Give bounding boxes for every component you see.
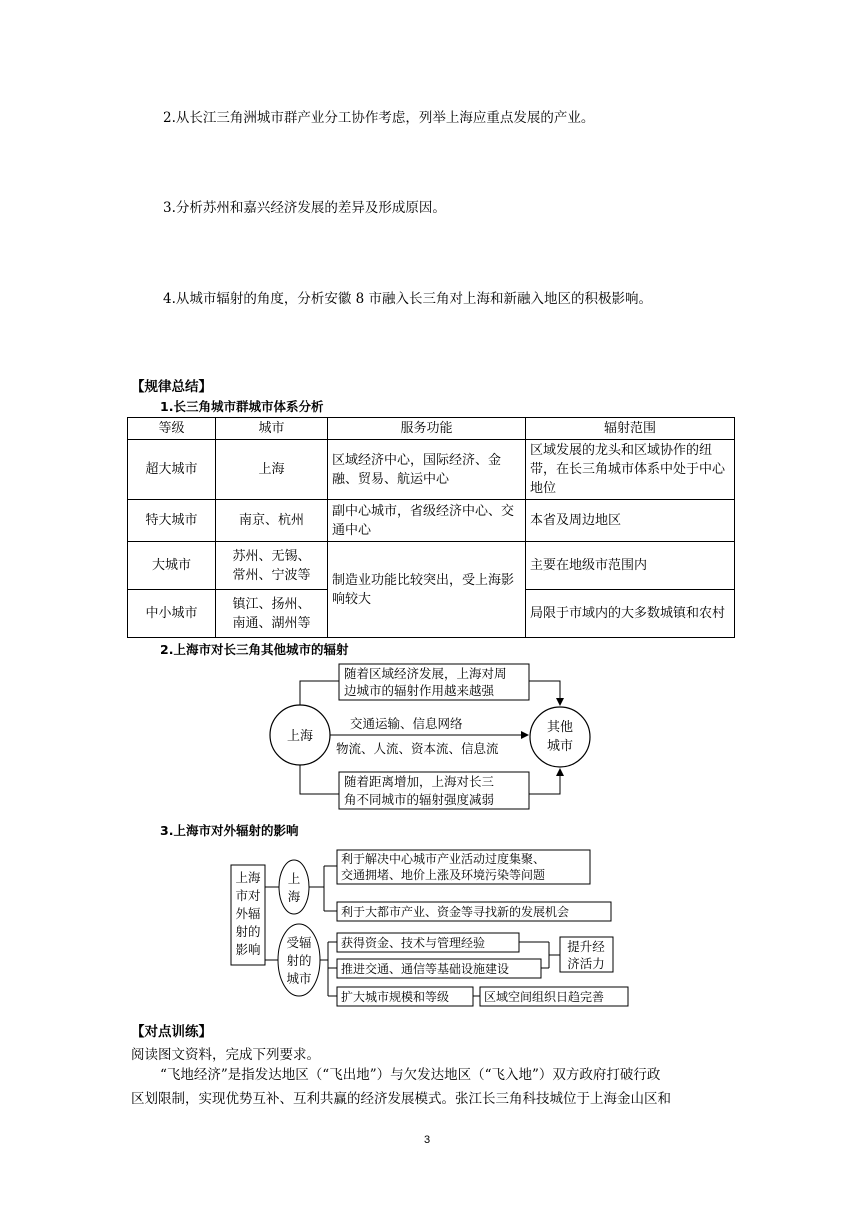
impact-main-text-3: 外辐 [235,906,261,921]
other-cities-node [530,707,590,767]
cell-level: 特大城市 [128,500,216,542]
summary-heading: 【规律总结】 [131,379,212,395]
summary-sub3: 3.上海市对外辐射的影响 [160,823,299,838]
cell-range: 主要在地级市范围内 [526,542,735,590]
bottom-route-line [300,765,339,794]
cell-cities: 南京、杭州 [216,500,328,542]
impact-shanghai-text-1: 上 [287,871,301,886]
top-info-line-1: 随着区域经济发展，上海对周 [344,666,507,681]
impact-shanghai-ellipse [279,860,309,914]
middle-label-1: 交通运输、信息网络 [350,716,463,731]
impact-spatial-text: 区域空间组织日趋完善 [484,990,605,1004]
impact-main-text-4: 射的 [235,924,261,939]
top-route-line [300,681,339,705]
training-intro: 阅读图文资料，完成下列要求。 [131,1047,320,1063]
summary-sub2: 2.上海市对长三角其他城市的辐射 [160,642,349,657]
question-3: 3.分析苏州和嘉兴经济发展的差异及形成原因。 [163,200,446,216]
cell-cities: 苏州、无锡、常州、宁波等 [216,542,328,590]
middle-label-2: 物流、人流、资本流、信息流 [336,741,499,756]
top-route-arrow [529,681,560,705]
training-para-line-2: 区划限制，实现优势互补、互利共赢的经济发展模式。张江长三角科技城位于上海金山区和 [131,1091,671,1107]
cell-range: 本省及周边地区 [526,500,735,542]
bottom-info-line-2: 角不同城市的辐射强度减弱 [344,792,495,807]
header-cities: 城市 [216,418,328,440]
impact-sh-box-1-line-1: 利于解决中心城市产业活动过度集聚、 [341,852,546,866]
page-number: 3 [424,1134,431,1146]
impact-main-text-2: 市对 [235,888,261,903]
cell-range: 局限于市域内的大多数城镇和农村 [526,590,735,638]
bottom-route-arrow [529,769,560,794]
other-cities-label-1: 其他 [546,720,574,735]
cell-level: 大城市 [128,542,216,590]
header-range: 辐射范围 [526,418,735,440]
cell-range: 区域发展的龙头和区域协作的纽带，在长三角城市体系中处于中心地位 [526,440,735,500]
impact-rc-box-1-text: 获得资金、技术与管理经验 [341,936,486,950]
question-4: 4.从城市辐射的角度，分析安徽 8 市融入长三角对上海和新融入地区的积极影响。 [163,291,653,307]
training-para-line-1: “飞地经济”是指发达地区（“飞出地”）与欠发达地区（“飞入地”）双方政府打破行政 [160,1067,661,1083]
impact-sh-box-2-text: 利于大都市产业、资金等寻找新的发展机会 [341,905,570,919]
summary-sub1: 1.长三角城市群城市体系分析 [160,399,324,414]
cell-cities: 上海 [216,440,328,500]
shanghai-node-label: 上海 [286,729,314,744]
impact-main-text-1: 上海 [235,870,261,885]
impact-receiving-text-1: 受辐 [286,935,312,950]
other-cities-label-2: 城市 [546,739,574,754]
cell-level: 中小城市 [128,590,216,638]
cell-function: 副中心城市，省级经济中心、交通中心 [328,500,526,542]
cell-function: 区域经济中心，国际经济、金融、贸易、航运中心 [328,440,526,500]
question-2: 2.从长江三角洲城市群产业分工协作考虑，列举上海应重点发展的产业。 [163,110,595,126]
impact-sh-box-1-line-2: 交通拥堵、地价上涨及环境污染等问题 [341,868,546,882]
impact-shanghai-text-2: 海 [287,889,301,904]
cell-cities: 镇江、扬州、南通、湖州等 [216,590,328,638]
training-heading: 【对点训练】 [131,1024,212,1040]
top-info-line-2: 边城市的辐射作用越来越强 [344,683,495,698]
cell-level: 超大城市 [128,440,216,500]
impact-receiving-text-3: 城市 [286,971,312,986]
header-level: 等级 [128,418,216,440]
impact-rc-box-3-text: 扩大城市规模和等级 [341,990,450,1004]
impact-vitality-line-1: 提升经 [567,939,605,954]
cell-function: 制造业功能比较突出，受上海影响较大 [328,542,526,638]
header-function: 服务功能 [328,418,526,440]
impact-vitality-line-2: 济活力 [567,956,605,971]
impact-rc-box-2-text: 推进交通、通信等基础设施建设 [341,962,510,976]
impact-receiving-text-2: 射的 [286,953,312,968]
impact-main-text-5: 影响 [235,942,261,957]
bottom-info-line-1: 随着距离增加，上海对长三 [344,774,495,789]
